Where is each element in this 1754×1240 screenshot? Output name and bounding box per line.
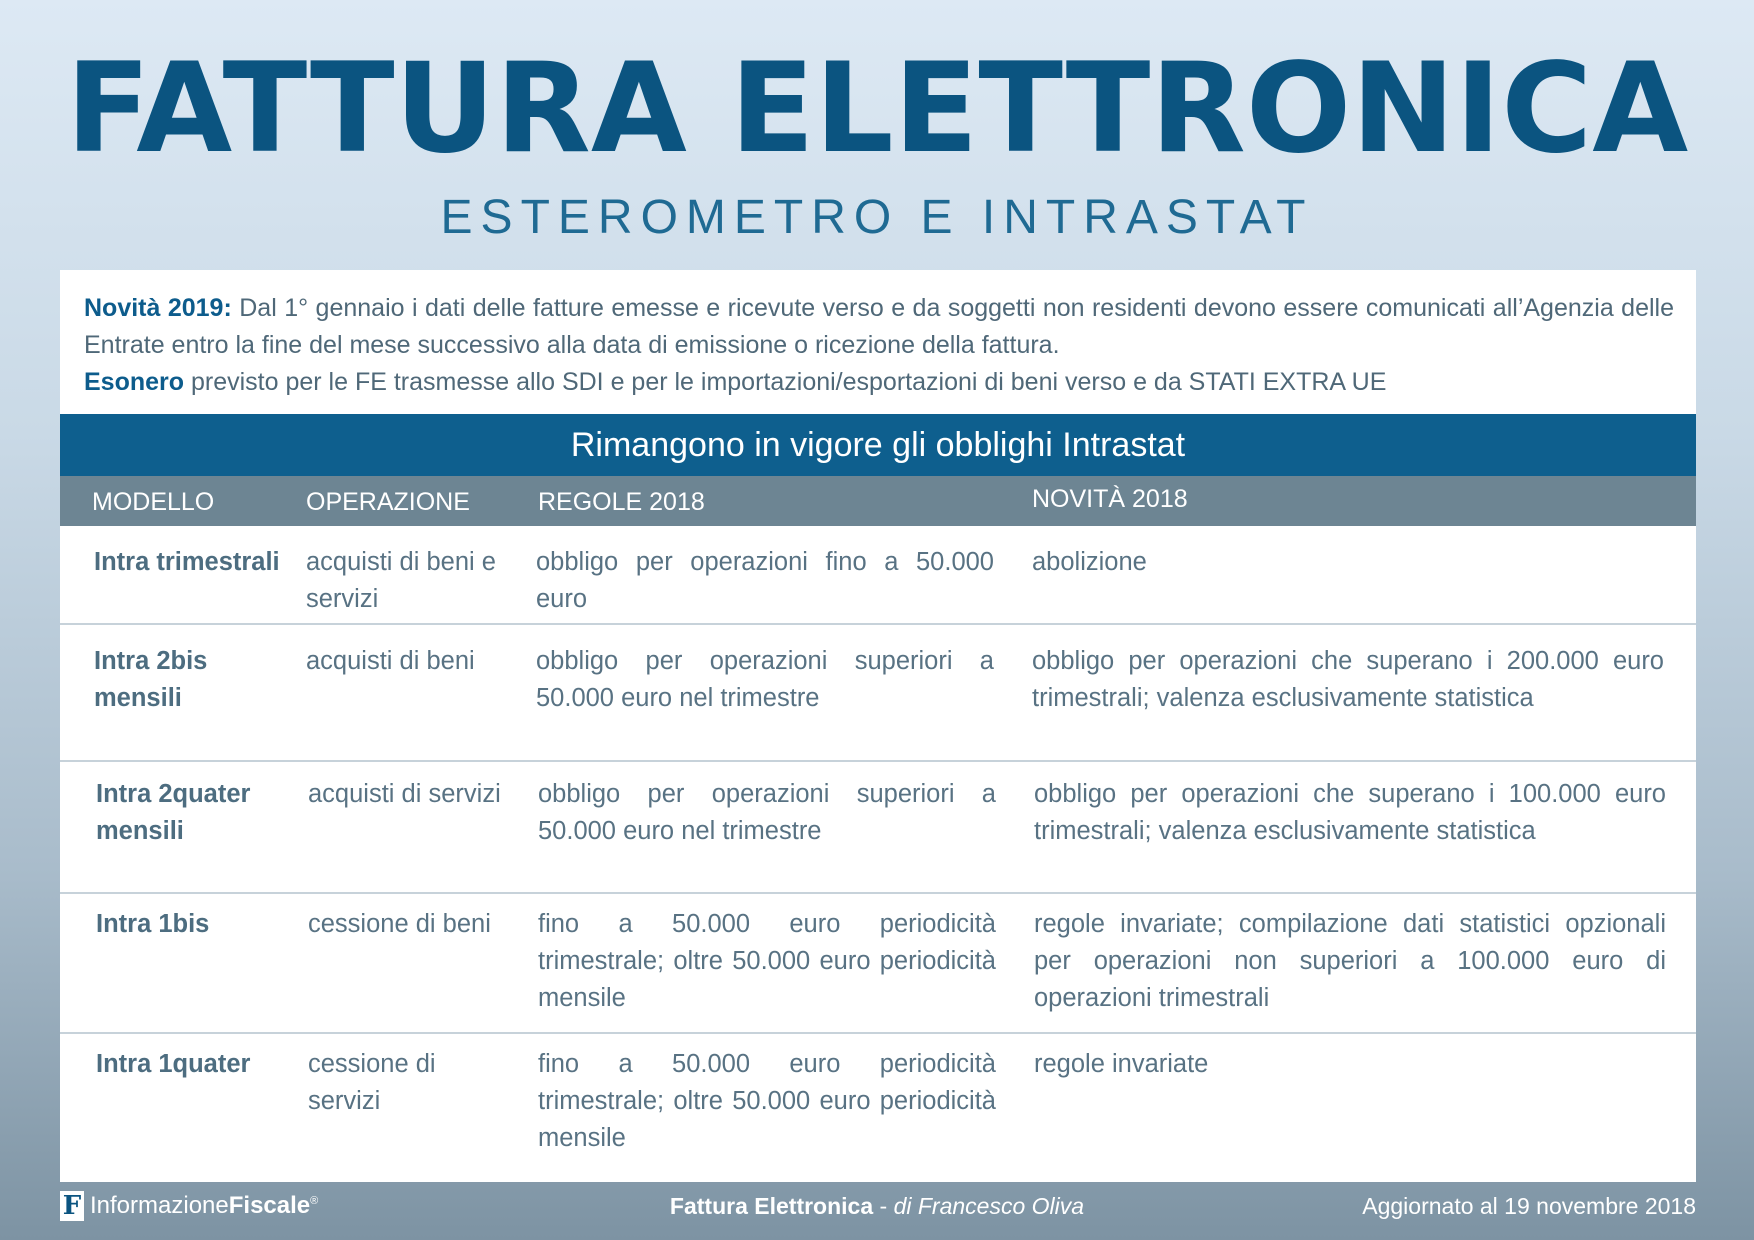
column-header-modello: MODELLO (92, 488, 215, 516)
esonero-text: previsto per le FE trasmesse allo SDI e per le importazioni/esportazioni di beni verso e da STATI EXTRA UE (184, 368, 1387, 396)
intro-paragraph (84, 290, 1674, 401)
cell-regole: obbligo per operazioni superiori a 50.000 euro nel trimestre (538, 780, 996, 845)
cell-modello: Intra 2quater mensili (96, 780, 251, 845)
page-subtitle: ESTEROMETRO E INTRASTAT (440, 191, 1314, 244)
novita-label: Novità 2019: (84, 294, 232, 322)
cell-regole: fino a 50.000 euro periodicità trimestrale; oltre 50.000 euro periodicità mensile (538, 1050, 996, 1152)
footer-title: Fattura Elettronica (669, 1193, 874, 1219)
cell-novita: obbligo per operazioni che superano i 200.000 euro trimestrali; valenza esclusivamente statistica (1032, 647, 1664, 712)
cell-operazione: acquisti di beni (306, 647, 475, 675)
page-title: FATTURA ELETTRONICA (65, 37, 1689, 181)
logo-f-icon: F (60, 1191, 84, 1221)
cell-novita: abolizione (1032, 548, 1147, 576)
cell-modello: Intra 1bis (96, 910, 210, 938)
column-header-novita: NOVITÀ 2018 (1032, 485, 1188, 513)
cell-operazione: cessione di servizi (308, 1050, 436, 1115)
cell-regole: obbligo per operazioni superiori a 50.000 euro nel trimestre (536, 647, 994, 712)
cell-modello: Intra 1quater (96, 1050, 251, 1078)
content-card (60, 270, 1696, 1182)
cell-regole: fino a 50.000 euro periodicità trimestrale; oltre 50.000 euro periodicità mensile (538, 910, 996, 1012)
cell-regole: obbligo per operazioni fino a 50.000 euro (536, 548, 994, 613)
cell-operazione: acquisti di beni e servizi (306, 548, 496, 613)
cell-operazione: cessione di beni (308, 910, 491, 938)
logo-wordmark: InformazioneFiscale® (90, 1192, 319, 1219)
novita-text: Dal 1° gennaio i dati delle fatture emesse e ricevute verso e da soggetti non residenti devono essere comunicati all’Agenzia delle Entrate entro la fine del mese successivo alla data di emissione o ricezione della fattura. (84, 294, 1674, 359)
esonero-label: Esonero (84, 368, 185, 396)
column-header-operazione: OPERAZIONE (306, 488, 470, 516)
column-header-regole: REGOLE 2018 (538, 488, 705, 516)
cell-operazione: acquisti di servizi (308, 780, 501, 808)
cell-modello: Intra 2bis mensili (94, 647, 208, 712)
cell-novita: regole invariate; compilazione dati statistici opzionali per operazioni non superiori a 100.000 euro di operazioni trimestrali (1034, 910, 1666, 1012)
cell-modello: Intra trimestrali (94, 548, 280, 576)
footer-author: di Francesco Oliva (893, 1193, 1085, 1219)
table-band-title: Rimangono in vigore gli obblighi Intrastat (60, 414, 1696, 476)
footer-updated-date: Aggiornato al 19 novembre 2018 (1362, 1193, 1696, 1219)
table-row (60, 1034, 1696, 1180)
table-row (60, 894, 1696, 1034)
cell-novita: regole invariate (1034, 1050, 1209, 1078)
table-column-header (60, 476, 1696, 526)
table-row (60, 762, 1696, 894)
cell-novita: obbligo per operazioni che superano i 100.000 euro trimestrali; valenza esclusivamente statistica (1034, 780, 1666, 845)
table-row (60, 625, 1696, 762)
table-row (60, 526, 1696, 625)
footer-credit: Fattura Elettronica - di Francesco Oliva (669, 1193, 1085, 1219)
